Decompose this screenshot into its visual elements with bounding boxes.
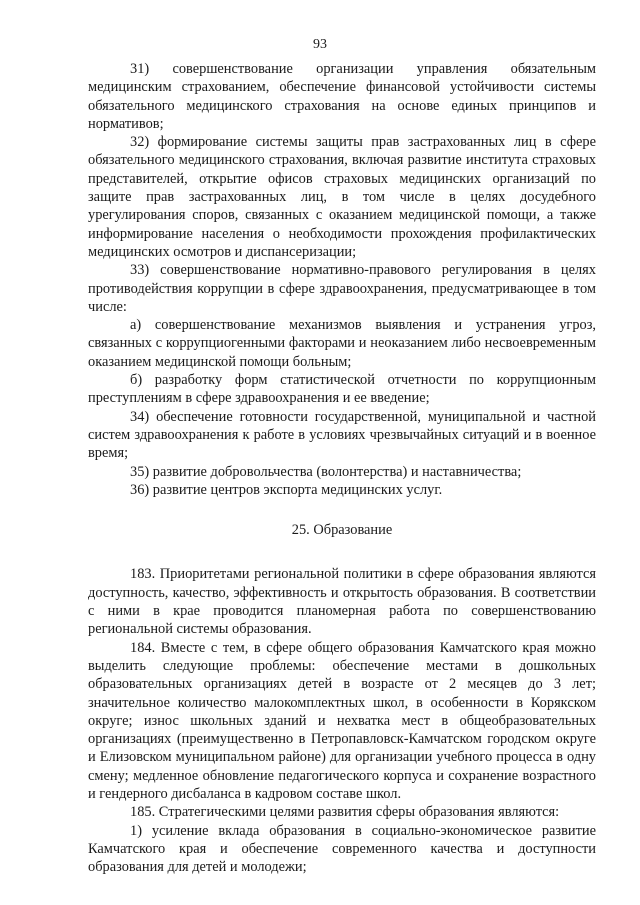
list-item-36: 36) развитие центров экспорта медицинских услуг.	[130, 481, 443, 498]
paragraph-184: 184. Вместе с тем, в сфере общего образования Камчатского края можно выделить следующие проблемы: обеспечение местами в дошкольных образовательных организациях детей в возрасте от 2 месяцев до 3 лет; значительное количество малокомплектных школ, в особенности в Корякском округе; износ школьных зданий и нехватка мест в общеобразовательных организациях (преимущественно в Петропавловск-Камчатском городском округе и Елизовском муниципальном районе) для организации учебного процесса в одну смену; медленное обновление педагогического корпуса и сохранение возрастного и гендерного дисбаланса в кадровом составе школ.	[88, 639, 596, 802]
paragraph-183: 183. Приоритетами региональной политики в сфере образования являются доступность, качество, эффективность и открытость образования. В соответствии с ними в крае проводится планомерная работа по совершенствованию региональной системы образования.	[88, 566, 596, 638]
list-item-35: 35) развитие добровольчества (волонтерства) и наставничества;	[130, 463, 522, 480]
page-number: 93	[313, 37, 327, 52]
list-item-185-1: 1) усиление вклада образования в социально-экономическое развитие Камчатского края и обеспечение современного качества и доступности образования для детей и молодежи;	[88, 822, 596, 876]
list-item-33: 33) совершенствование нормативно-правового регулирования в целях противодействия коррупции в сфере здравоохранения, предусматривающее в том числе:	[88, 262, 596, 315]
document-body	[88, 60, 596, 876]
list-item-31: 31) совершенствование организации управления обязательным медицинским страхованием, обеспечение финансовой устойчивости системы обязательного медицинского страхования на основе единых принципов и нормативов;	[88, 61, 596, 132]
list-item-32: 32) формирование системы защиты прав застрахованных лиц в сфере обязательного медицинского страхования, включая развитие института страховых представителей, открытие офисов страховых медицинских организаций по защите прав застрахованных лиц, в том числе в целях досудебного урегулирования споров, связанных с оказанием медицинской помощи, а также информирование населения о необходимости прохождения профилактических медицинских осмотров и диспансеризации;	[88, 134, 596, 260]
section-heading: 25. Образование	[291, 522, 393, 539]
list-item-33b: б) разработку форм статистической отчетности по коррупционным преступлениям в сфере здравоохранения и ее введение;	[88, 372, 596, 407]
list-item-33a: а) совершенствование механизмов выявления и устранения угроз, связанных с коррупциогенными факторами и неоказанием либо несвоевременным оказанием медицинской помощи больным;	[88, 317, 596, 370]
paragraph-185: 185. Стратегическими целями развития сферы образования являются:	[130, 804, 560, 821]
list-item-34: 34) обеспечение готовности государственной, муниципальной и частной систем здравоохранения к работе в условиях чрезвычайных ситуаций и в военное время;	[88, 408, 596, 462]
